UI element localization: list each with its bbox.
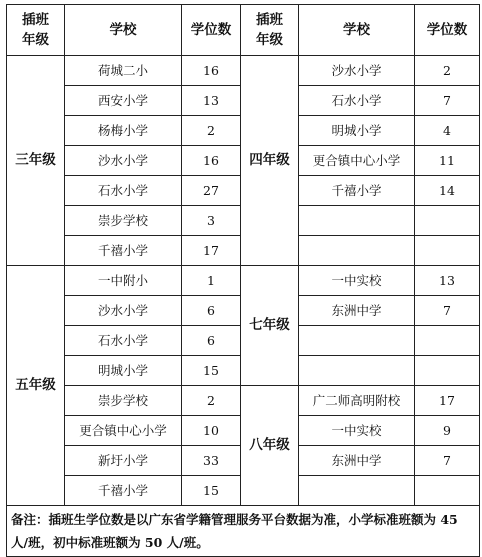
school-cell: 荷城二小 <box>65 56 182 86</box>
empty-cell <box>415 236 480 266</box>
school-cell: 一中实校 <box>299 266 415 296</box>
seats-cell: 2 <box>182 386 241 416</box>
seats-cell: 11 <box>415 146 480 176</box>
seats-cell: 17 <box>415 386 480 416</box>
school-cell: 明城小学 <box>299 116 415 146</box>
school-cell: 崇步学校 <box>65 386 182 416</box>
empty-cell <box>299 326 415 356</box>
seats-cell: 33 <box>182 446 241 476</box>
school-cell: 一中附小 <box>65 266 182 296</box>
school-cell: 石水小学 <box>65 326 182 356</box>
table-row <box>7 386 480 416</box>
school-cell: 明城小学 <box>65 356 182 386</box>
table-row <box>7 56 480 86</box>
school-cell: 沙水小学 <box>65 296 182 326</box>
school-cell: 东洲中学 <box>299 446 415 476</box>
seats-cell: 7 <box>415 446 480 476</box>
school-cell: 西安小学 <box>65 86 182 116</box>
header-seats: 学位数 <box>182 5 241 56</box>
school-cell: 沙水小学 <box>299 56 415 86</box>
empty-cell <box>415 326 480 356</box>
school-cell: 石水小学 <box>299 86 415 116</box>
school-cell: 崇步学校 <box>65 206 182 236</box>
header-school: 学校 <box>65 5 182 56</box>
header-seats: 学位数 <box>415 5 480 56</box>
seats-cell: 17 <box>182 236 241 266</box>
seats-cell: 15 <box>182 356 241 386</box>
table-row <box>7 266 480 296</box>
school-cell: 东洲中学 <box>299 296 415 326</box>
seats-cell: 2 <box>182 116 241 146</box>
seats-cell: 4 <box>415 116 480 146</box>
seats-cell: 6 <box>182 296 241 326</box>
seats-cell: 7 <box>415 296 480 326</box>
header-school: 学校 <box>299 5 415 56</box>
school-cell: 广二师高明附校 <box>299 386 415 416</box>
school-cell: 更合镇中心小学 <box>299 146 415 176</box>
school-cell: 石水小学 <box>65 176 182 206</box>
empty-cell <box>299 236 415 266</box>
seats-cell: 27 <box>182 176 241 206</box>
seats-cell: 10 <box>182 416 241 446</box>
school-cell: 沙水小学 <box>65 146 182 176</box>
header-grade: 插班 年级 <box>241 5 299 56</box>
school-cell: 新圩小学 <box>65 446 182 476</box>
seats-cell: 14 <box>415 176 480 206</box>
seats-cell: 15 <box>182 476 241 506</box>
seats-cell: 7 <box>415 86 480 116</box>
school-cell: 千禧小学 <box>299 176 415 206</box>
empty-cell <box>415 356 480 386</box>
seats-cell: 9 <box>415 416 480 446</box>
seats-cell: 2 <box>415 56 480 86</box>
grade-cell: 七年级 <box>241 266 299 386</box>
school-cell: 千禧小学 <box>65 476 182 506</box>
seats-cell: 13 <box>182 86 241 116</box>
grade-cell: 三年级 <box>7 56 65 266</box>
note-text: 备注：插班生学位数是以广东省学籍管理服务平台数据为准，小学标准班额为 45 人/班，初中标准班额为 50 人/班。 <box>7 506 480 557</box>
seats-cell: 6 <box>182 326 241 356</box>
school-cell: 千禧小学 <box>65 236 182 266</box>
seats-cell: 1 <box>182 266 241 296</box>
document-page <box>6 4 480 557</box>
empty-cell <box>299 206 415 236</box>
seats-cell: 16 <box>182 146 241 176</box>
grade-cell: 四年级 <box>241 56 299 266</box>
empty-cell <box>415 476 480 506</box>
seats-table <box>6 4 480 557</box>
seats-cell: 3 <box>182 206 241 236</box>
grade-cell: 八年级 <box>241 386 299 506</box>
empty-cell <box>299 356 415 386</box>
table-header-row <box>7 5 480 56</box>
seats-cell: 13 <box>415 266 480 296</box>
grade-cell: 五年级 <box>7 266 65 506</box>
empty-cell <box>415 206 480 236</box>
seats-cell: 16 <box>182 56 241 86</box>
note-row <box>7 506 480 557</box>
header-grade: 插班 年级 <box>7 5 65 56</box>
school-cell: 一中实校 <box>299 416 415 446</box>
school-cell: 杨梅小学 <box>65 116 182 146</box>
empty-cell <box>299 476 415 506</box>
school-cell: 更合镇中心小学 <box>65 416 182 446</box>
